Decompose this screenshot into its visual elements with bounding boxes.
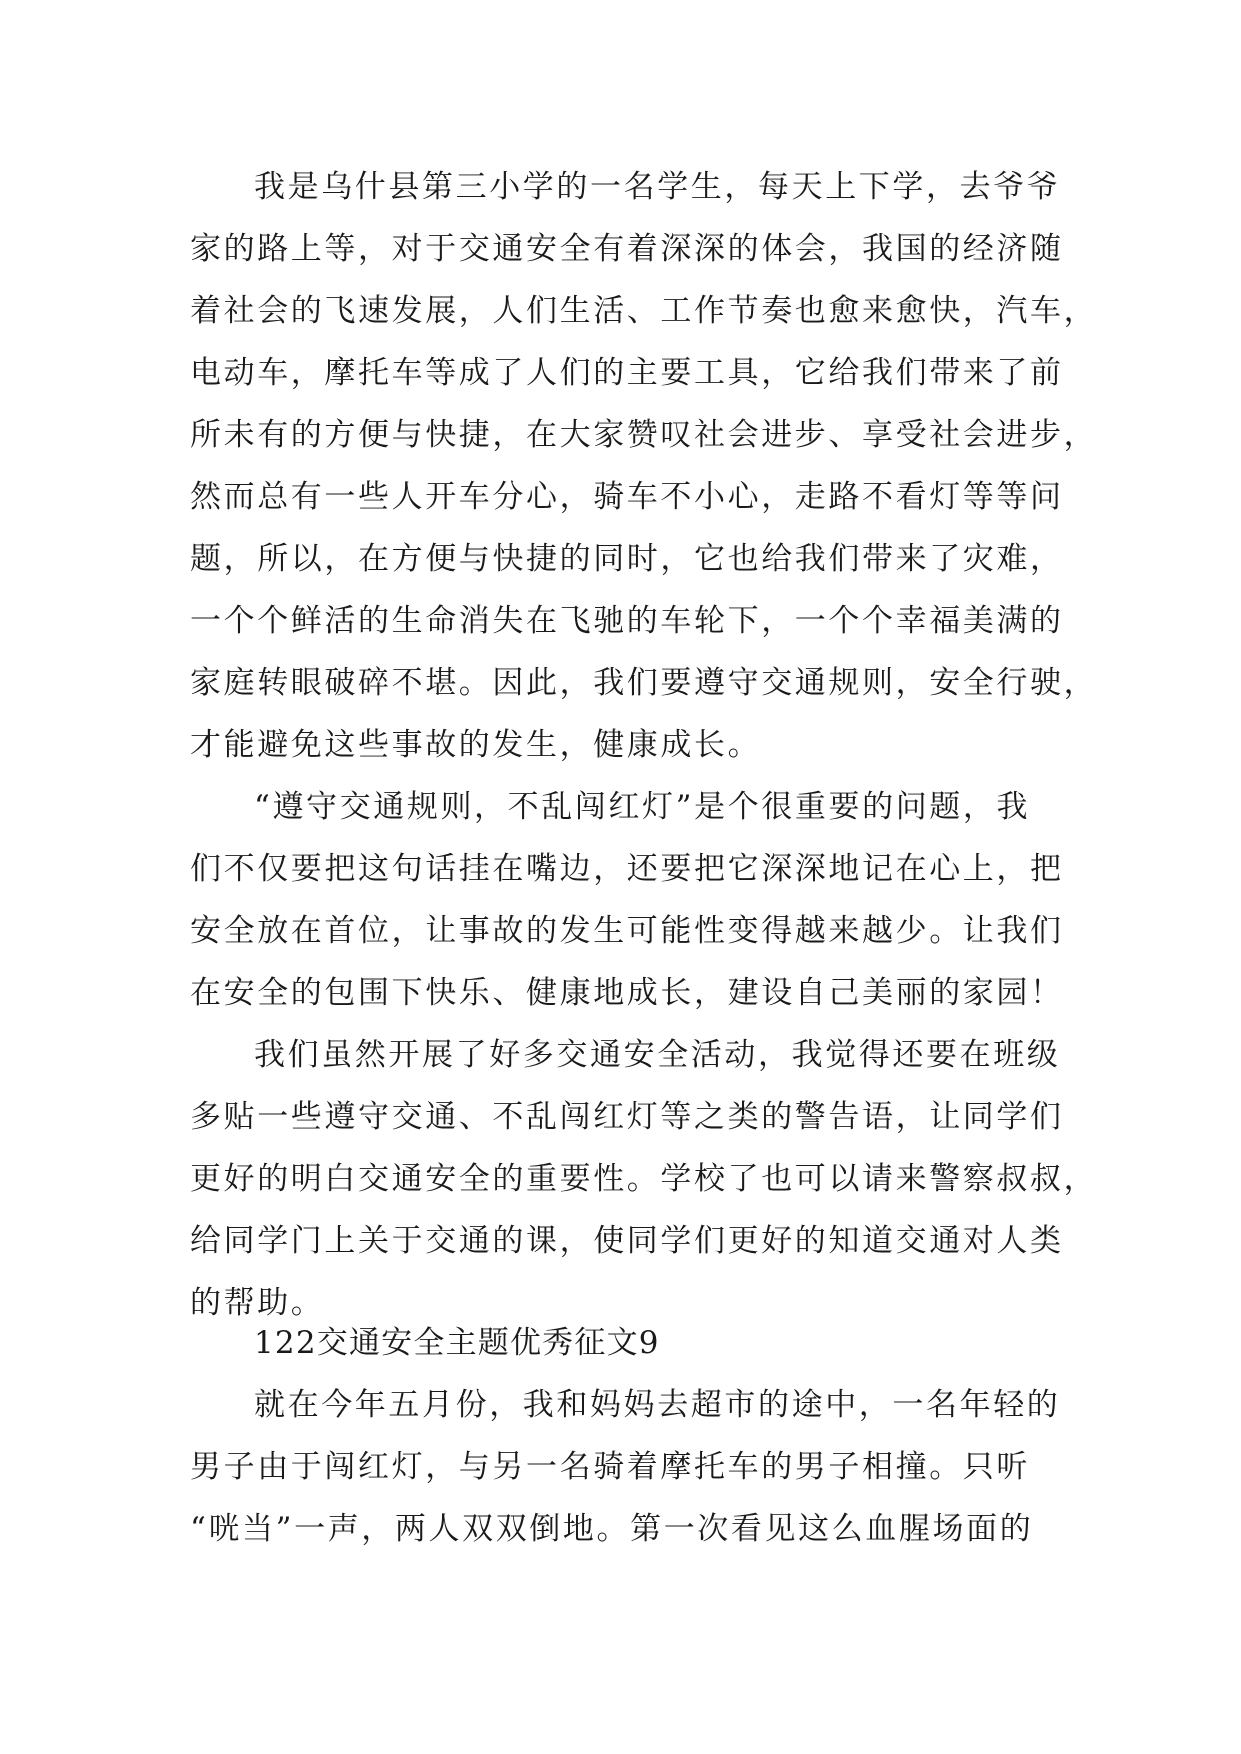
paragraph-1-line: 我是乌什县第三小学的一名学生，每天上下学，去爷爷 — [254, 169, 1061, 205]
paragraph-3-line: 的帮助。 — [190, 1285, 325, 1321]
section-paragraph-line: “咣当”一声，两人双双倒地。第一次看见这么血腥场面的 — [190, 1511, 1034, 1547]
paragraph-2-line: 们不仅要把这句话挂在嘴边，还要把它深深地记在心上，把 — [190, 851, 1064, 887]
paragraph-3-line: 多贴一些遵守交通、不乱闯红灯等之类的警告语，让同学们 — [190, 1099, 1064, 1135]
paragraph-1-line: 电动车，摩托车等成了人们的主要工具，它给我们带来了前 — [190, 355, 1064, 391]
paragraph-1-line: 家的路上等，对于交通安全有着深深的体会，我国的经济随 — [190, 231, 1064, 267]
section-heading — [190, 1312, 1060, 1374]
section-paragraph-line: 男子由于闯红灯，与另一名骑着摩托车的男子相撞。只听 — [190, 1449, 1030, 1485]
section-title: 122交通安全主题优秀征文9 — [254, 1325, 660, 1361]
paragraph-1-line: 题，所以，在方便与快捷的同时，它也给我们带来了灾难， — [190, 541, 1064, 577]
essay-section-9 — [190, 1312, 1060, 1560]
paragraph-3-line: 更好的明白交通安全的重要性。学校了也可以请来警察叔叔， — [190, 1161, 1098, 1197]
paragraph-1-line: 家庭转眼破碎不堪。因此，我们要遵守交通规则，安全行驶， — [190, 665, 1098, 701]
paragraph-3-line: 给同学门上关于交通的课，使同学们更好的知道交通对人类 — [190, 1223, 1064, 1259]
paragraph-1-line: 所未有的方便与快捷，在大家赞叹社会进步、享受社会进步， — [190, 417, 1098, 453]
paragraph-3-line: 我们虽然开展了好多交通安全活动，我觉得还要在班级 — [254, 1037, 1061, 1073]
section-paragraph-line: 就在今年五月份，我和妈妈去超市的途中，一名年轻的 — [254, 1387, 1061, 1423]
paragraph-2-line: 在安全的包围下快乐、健康地成长，建设自己美丽的家园！ — [190, 975, 1064, 1011]
paragraph-1-line: 然而总有一些人开车分心，骑车不小心，走路不看灯等等问 — [190, 479, 1064, 515]
paragraph-1-line: 才能避免这些事故的发生，健康成长。 — [190, 727, 762, 763]
paragraph-2-line: “遵守交通规则，不乱闯红灯”是个很重要的问题，我 — [254, 789, 1031, 825]
paragraph-1-line: 着社会的飞速发展，人们生活、工作节奏也愈来愈快，汽车， — [190, 293, 1098, 329]
paragraph-2-line: 安全放在首位，让事故的发生可能性变得越来越少。让我们 — [190, 913, 1064, 949]
essay-body — [190, 156, 1098, 1334]
paragraph-1-line: 一个个鲜活的生命消失在飞驰的车轮下，一个个幸福美满的 — [190, 603, 1064, 639]
